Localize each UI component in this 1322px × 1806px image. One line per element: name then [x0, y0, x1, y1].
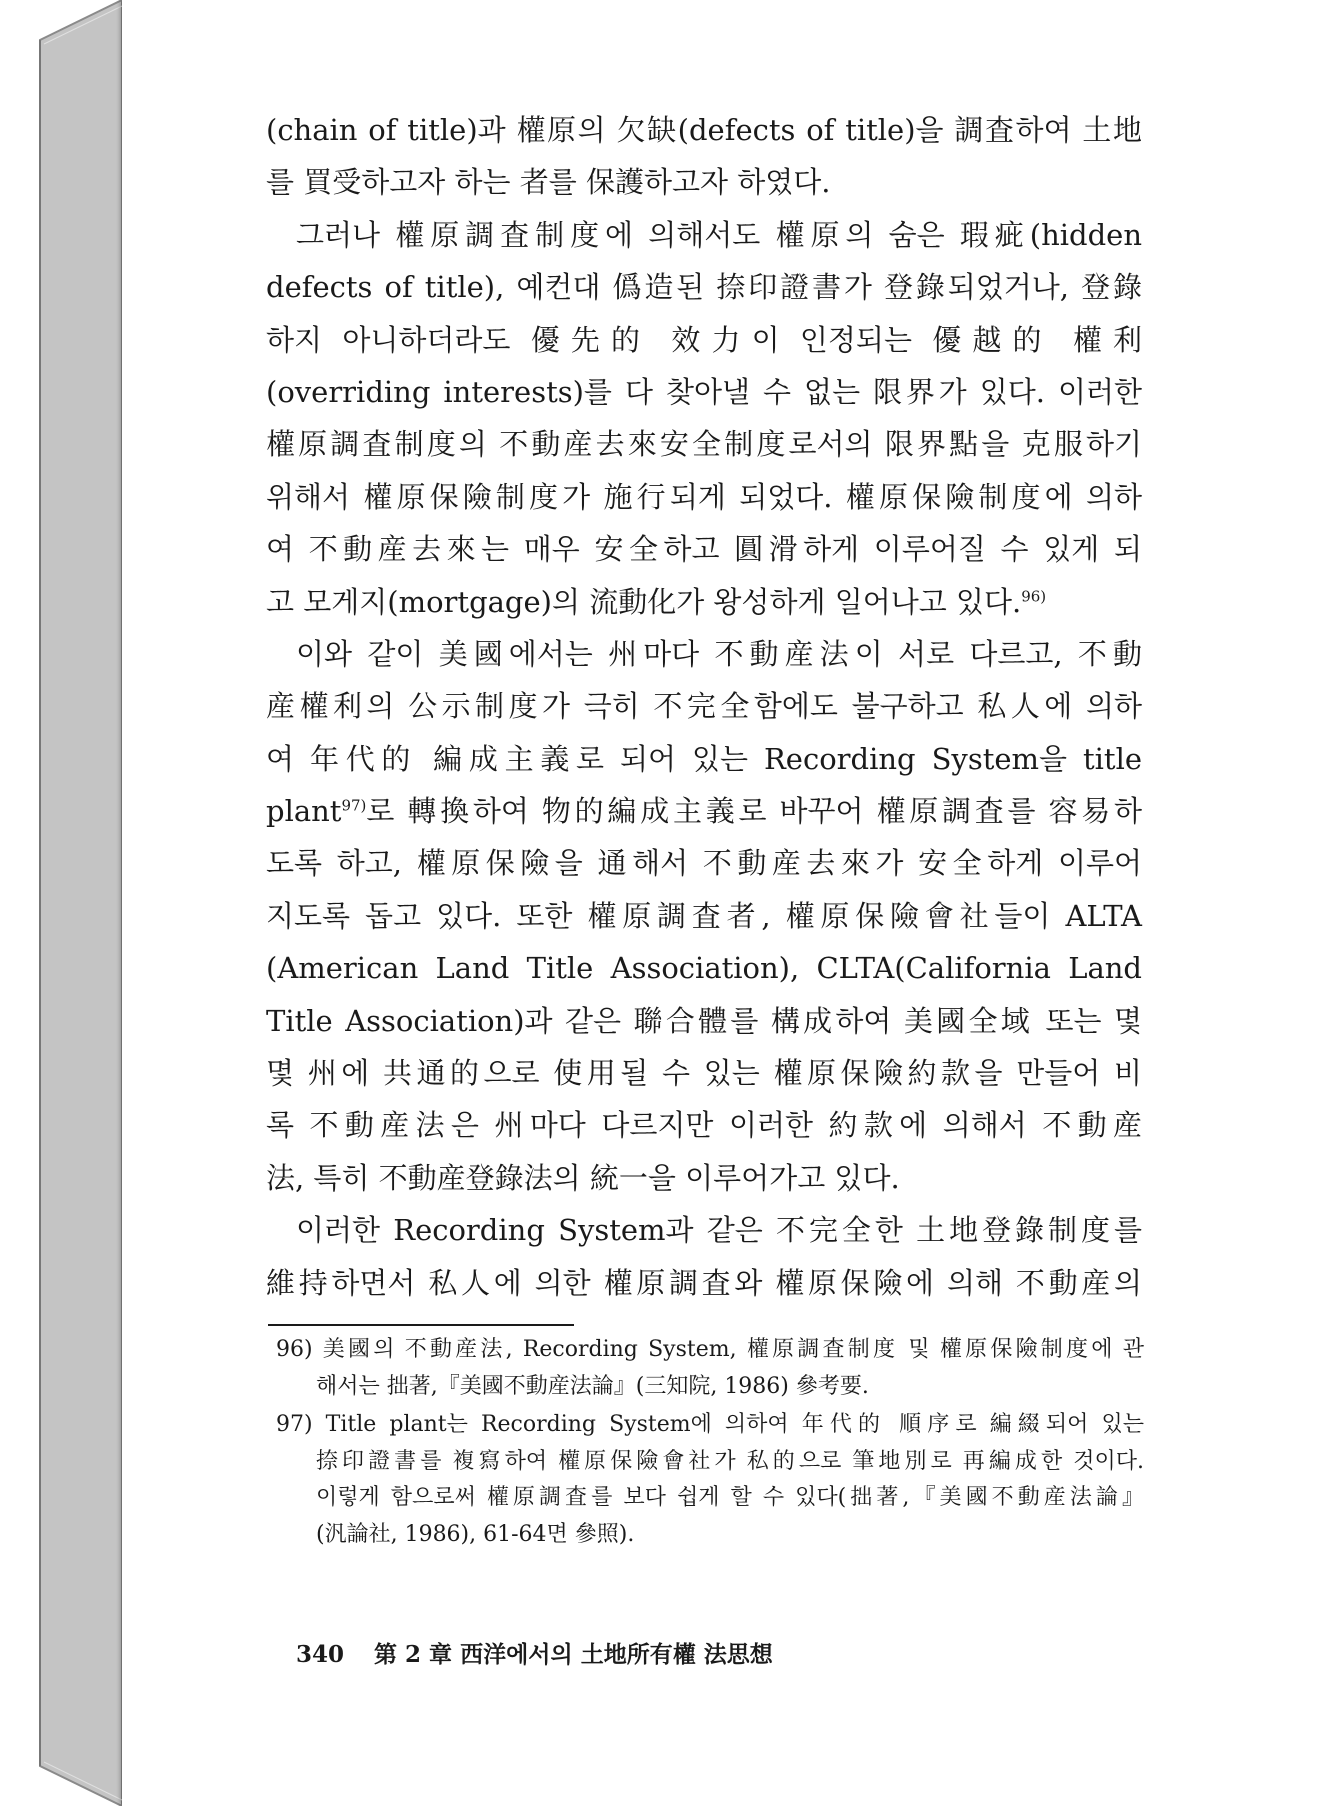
body-line-text: defects of title), 예컨대 僞造된 捺印證書가 登錄되었거나, 登錄 — [266, 270, 1142, 305]
body-line-text: 여 不動産去來는 매우 安全하고 圓滑하게 이루어질 수 있게 되 — [266, 532, 1142, 567]
footnotes — [276, 1332, 1144, 1555]
body-line-text: 이러한 Recording System과 같은 不完全한 土地登錄制度를 — [296, 1213, 1142, 1248]
body-line — [266, 837, 1142, 889]
body-line-text: (overriding interests)를 다 찾아낼 수 없는 限界가 있다. 이러한 — [266, 374, 1142, 409]
body-line — [266, 628, 1142, 680]
body-line — [266, 1152, 1142, 1204]
body-line-text: 몇 州에 共通的으로 使用될 수 있는 權原保險約款을 만들어 비 — [266, 1056, 1142, 1091]
body-line-text: 도록 하고, 權原保險을 通해서 不動産去來가 安全하게 이루어 — [266, 846, 1142, 881]
footnote-line: 해서는 拙著,『美國不動産法論』(三知院, 1986) 參考要. — [316, 1373, 869, 1399]
body-line — [266, 785, 1142, 837]
body-line — [266, 733, 1142, 785]
body-line-text: Title Association)과 같은 聯合體를 構成하여 美國全域 또는 몇 — [266, 1003, 1142, 1038]
running-footer — [296, 1636, 773, 1669]
footnote-line: 96) 美國의 不動産法, Recording System, 權原調査制度 및 權原保險制度에 관 — [276, 1337, 1144, 1362]
body-line — [266, 1204, 1142, 1256]
book-page-edges — [0, 0, 130, 1806]
body-text — [266, 104, 1142, 1309]
footnote-ref: 96) — [1021, 586, 1047, 605]
chapter-label: 第 2 章 — [374, 1641, 453, 1668]
body-line-text: 産權利의 公示制度가 극히 不完全함에도 불구하고 私人에 의하 — [266, 689, 1142, 724]
body-line-text: 지도록 돕고 있다. 또한 權原調査者, 權原保險會社들이 ALTA — [266, 898, 1142, 933]
body-line-text: 고 모게지(mortgage)의 流動化가 왕성하게 일어나고 있다. — [266, 584, 1022, 619]
body-line-text: 權原調査制度의 不動産去來安全制度로서의 限界點을 克服하기 — [266, 427, 1142, 462]
body-line-text: 를 買受하고자 하는 者를 保護하고자 하였다. — [266, 165, 831, 200]
body-line — [266, 471, 1142, 523]
footnote-line: 이렇게 함으로써 權原調査를 보다 쉽게 할 수 있다(拙著,『美國不動産法論』 — [316, 1485, 1144, 1510]
body-line — [266, 1099, 1142, 1151]
body-line — [266, 209, 1142, 261]
body-line-text: 여 年代的 編成主義로 되어 있는 Recording System을 title — [266, 741, 1142, 776]
body-line — [266, 680, 1142, 732]
body-line — [266, 523, 1142, 575]
body-line — [266, 156, 1142, 208]
body-line — [266, 366, 1142, 418]
body-line — [266, 104, 1142, 156]
body-line-text: 그러나 權原調査制度에 의해서도 權原의 숨은 瑕疵(hidden — [296, 217, 1142, 252]
body-line-text: 로 轉換하여 物的編成主義로 바꾸어 權原調査를 容易하 — [366, 794, 1142, 829]
body-line-text: plant — [266, 794, 342, 829]
body-line-text: 이와 같이 美國에서는 州마다 不動産法이 서로 다르고, 不動 — [296, 636, 1142, 671]
body-line — [266, 942, 1142, 994]
body-line — [266, 314, 1142, 366]
footnote-separator — [268, 1324, 574, 1326]
body-line — [266, 1257, 1142, 1309]
footnote — [276, 1407, 1144, 1553]
body-line-text: 록 不動産法은 州마다 다르지만 이러한 約款에 의해서 不動産 — [266, 1108, 1142, 1143]
page-number: 340 — [296, 1641, 345, 1668]
body-line — [266, 261, 1142, 313]
footnote-line: 捺印證書를 複寫하여 權原保險會社가 私的으로 筆地別로 再編成한 것이다. — [316, 1448, 1144, 1474]
body-line-text: 하지 아니하더라도 優先的 效力이 인정되는 優越的 權利 — [266, 322, 1142, 357]
footnote-line: 97) Title plant는 Recording System에 의하여 年代的 順序로 編綴되어 있는 — [276, 1412, 1144, 1437]
body-line-text: (chain of title)과 權原의 欠缺(defects of title)을 調査하여 土地 — [266, 113, 1142, 147]
body-line — [266, 890, 1142, 942]
body-line — [266, 995, 1142, 1047]
body-line — [266, 1047, 1142, 1099]
body-line-text: (American Land Title Association), CLTA(California Land — [266, 951, 1142, 986]
body-line-text: 法, 특히 不動産登錄法의 統一을 이루어가고 있다. — [266, 1160, 900, 1195]
chapter-title: 西洋에서의 土地所有權 法思想 — [460, 1641, 773, 1668]
footnote — [276, 1332, 1144, 1405]
body-line — [266, 576, 1142, 628]
body-line-text: 維持하면서 私人에 의한 權原調査와 權原保險에 의해 不動産의 — [266, 1265, 1142, 1300]
body-line — [266, 418, 1142, 470]
footnote-line: (汎論社, 1986), 61-64면 參照). — [316, 1521, 635, 1547]
body-line-text: 위해서 權原保險制度가 施行되게 되었다. 權原保險制度에 의하 — [266, 479, 1142, 514]
footnote-ref: 97) — [341, 796, 367, 815]
